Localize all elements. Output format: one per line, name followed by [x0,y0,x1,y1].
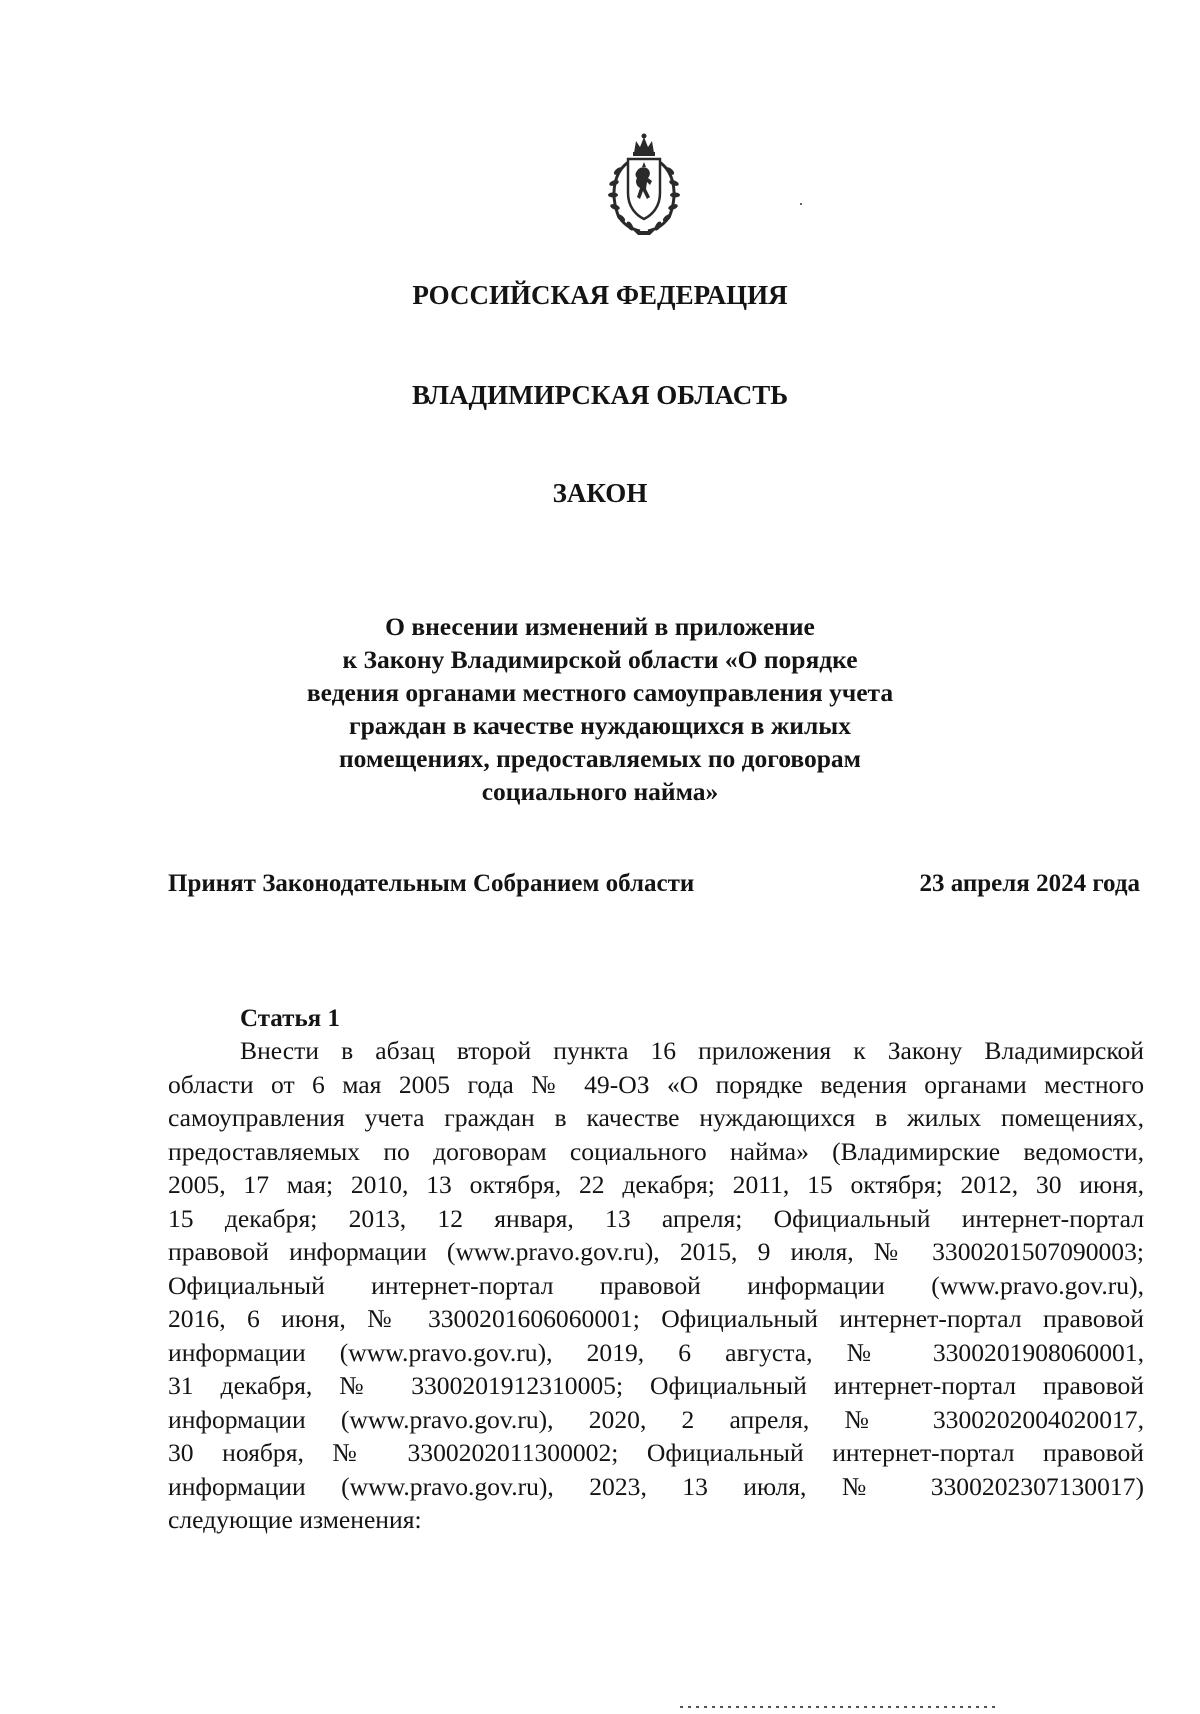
scan-speck [800,203,802,205]
country-heading: РОССИЙСКАЯ ФЕДЕРАЦИЯ [412,280,788,310]
law-title-line: О внесении изменений в приложение [385,612,815,641]
law-title-line: помещениях, предоставляемых по договорам [338,744,861,773]
article-line: 2016, 6 июня, № 3300201606060001; Официальный интернет-портал правовой [168,1304,1144,1333]
article-line: следующие изменения: [168,1505,422,1534]
article-line: самоуправления учета граждан в качестве нуждающихся в жилых помещениях, [168,1103,1144,1132]
article-line: 2005, 17 мая; 2010, 13 октября, 22 декабря; 2011, 15 октября; 2012, 30 июня, [168,1170,1144,1199]
article-line: Официальный интернет-портал правовой информации (www.pravo.gov.ru), [168,1270,1144,1300]
article-line: информации (www.pravo.gov.ru), 2020, 2 апреля, № 3300202004020017, [168,1404,1144,1434]
law-title-line: граждан в качестве нуждающихся в жилых [349,711,851,740]
scan-edge-artifact [680,1706,1000,1708]
article-line: информации (www.pravo.gov.ru), 2019, 6 августа, № 3300201908060001, [168,1337,1144,1367]
article-line: Внести в абзац второй пункта 16 приложения к Закону Владимирской [240,1036,1144,1065]
article-line: правовой информации (www.pravo.gov.ru), 2015, 9 июля, № 3300201507090003; [168,1237,1144,1266]
law-title-line: к Закону Владимирской области «О порядке [342,645,858,674]
adoption-date: 23 апреля 2024 года [919,870,1140,897]
article-line: области от 6 мая 2005 года № 49-ОЗ «О порядке ведения органами местного [168,1069,1144,1099]
adoption-body: Принят Законодательным Собранием области [168,870,695,897]
article-body [168,1034,1144,1537]
document-type-heading: ЗАКОН [552,478,648,508]
article-heading: Статья 1 [240,1005,340,1032]
law-title [0,610,1200,808]
article-line: предоставляемых по договорам социального найма» (Владимирские ведомости, [168,1136,1144,1166]
article-line: 30 ноября, № 3300202011300002; Официальный интернет-портал правовой [168,1438,1144,1467]
coat-of-arms-emblem [604,131,684,237]
law-title-line: социального найма» [481,777,719,806]
law-title-line: ведения органами местного самоуправления учета [306,678,894,707]
region-heading: ВЛАДИМИРСКАЯ ОБЛАСТЬ [411,380,789,410]
article-line: информации (www.pravo.gov.ru), 2023, 13 июля, № 3300202307130017) [168,1471,1144,1501]
article-line: 15 декабря; 2013, 12 января, 13 апреля; Официальный интернет-портал [168,1203,1144,1233]
article-line: 31 декабря, № 3300201912310005; Официальный интернет-портал правовой [168,1371,1144,1400]
